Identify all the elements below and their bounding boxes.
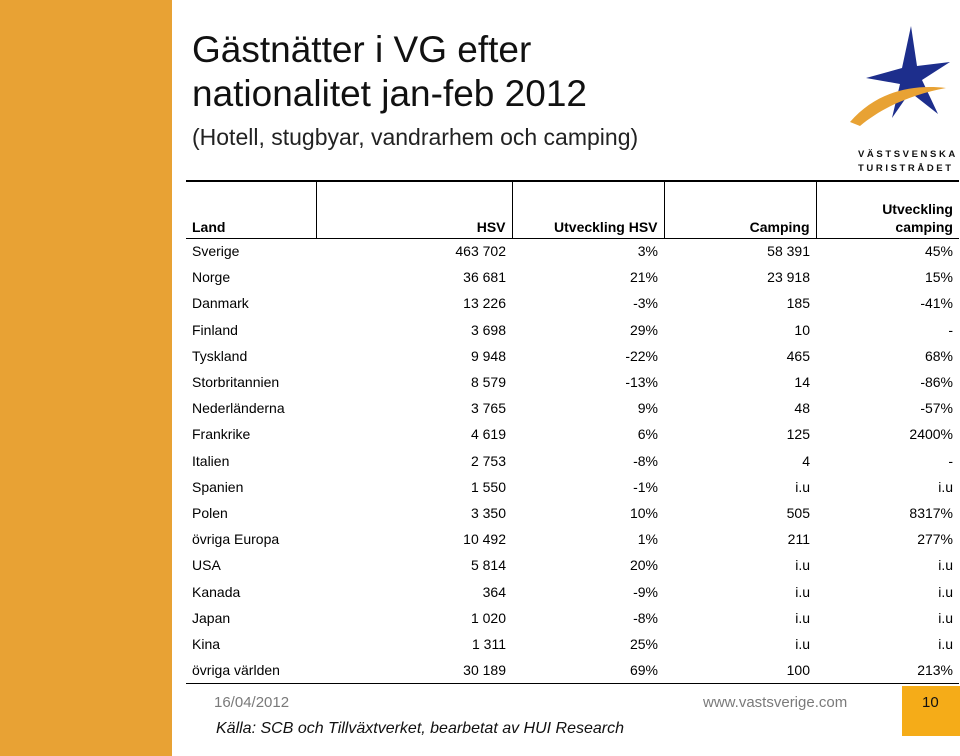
page-number: 10	[922, 694, 939, 711]
table-row	[186, 238, 959, 264]
cell-utveckling-camping: 68%	[924, 347, 953, 364]
table-row	[186, 369, 959, 395]
cell-camping: 23 918	[767, 269, 810, 286]
cell-hsv: 30 189	[316, 657, 512, 683]
footer-source: Källa: SCB och Tillväxtverket, bearbetat av HUI Research	[216, 720, 625, 737]
cell-land: USA	[192, 557, 221, 574]
cell-land: Spanien	[192, 478, 244, 495]
cell-utveckling-camping: -41%	[920, 295, 953, 312]
cell-camping: 505	[786, 504, 810, 521]
cell-utveckling-hsv: 25%	[629, 635, 658, 652]
cell-hsv: 10 492	[463, 531, 506, 548]
cell-hsv: 1 550	[470, 478, 506, 495]
table-row	[186, 395, 959, 421]
cell-utveckling-camping: 277%	[917, 531, 953, 548]
cell-camping: 125	[786, 426, 810, 443]
cell-utveckling-camping: i.u	[938, 609, 953, 626]
cell-land: Finland	[192, 321, 238, 338]
cell-land: Storbritannien	[192, 374, 280, 391]
cell-land: Danmark	[192, 295, 249, 312]
footer-url: www.vastsverige.com	[703, 694, 848, 711]
cell-utveckling-hsv: -8%	[633, 452, 658, 469]
table-header-row	[186, 181, 959, 238]
cell-camping: i.u	[795, 478, 810, 495]
cell-land: Frankrike	[192, 426, 251, 443]
cell-utveckling-camping: 2400%	[909, 426, 953, 443]
cell-land: Nederländerna	[192, 400, 285, 417]
cell-utveckling-hsv: 6%	[637, 426, 658, 443]
footer-date: 16/04/2012	[214, 694, 290, 711]
column-header-utveckling-camping: Utveckling camping	[816, 181, 959, 238]
cell-land: Polen	[192, 504, 228, 521]
cell-utveckling-hsv: -13%	[625, 374, 658, 391]
cell-camping: i.u	[795, 583, 810, 600]
cell-land: Sverige	[192, 243, 240, 260]
cell-hsv: 463 702	[455, 243, 506, 260]
cell-utveckling-camping: -57%	[920, 400, 953, 417]
slide-title-line-2: nationalitet jan-feb 2012	[192, 73, 587, 114]
cell-utveckling-hsv: 3%	[637, 243, 658, 260]
table-row	[186, 448, 959, 474]
cell-utveckling-camping: i.u	[938, 478, 953, 495]
cell-utveckling-hsv: 9%	[637, 400, 658, 417]
table-row	[186, 500, 959, 526]
cell-land: Kina	[192, 635, 221, 652]
cell-utveckling-camping: -	[948, 321, 953, 338]
cell-utveckling-camping: 8317%	[909, 504, 953, 521]
cell-utveckling-camping: 15%	[924, 269, 953, 286]
cell-hsv: 2 753	[470, 452, 506, 469]
cell-camping: 4	[802, 452, 810, 469]
table-row	[186, 290, 959, 316]
cell-utveckling-camping: i.u	[938, 557, 953, 574]
cell-utveckling-hsv: -8%	[633, 609, 658, 626]
cell-hsv: 9 948	[470, 347, 506, 364]
cell-utveckling-camping: i.u	[938, 635, 953, 652]
vastsvenska-turistradet-logo	[846, 22, 960, 182]
logo-star-icon	[846, 22, 960, 147]
logo-text-line-1: VÄSTSVENSKA	[858, 149, 958, 160]
table-row	[186, 343, 959, 369]
cell-camping: 10	[794, 321, 810, 338]
cell-hsv: 1 020	[470, 609, 506, 626]
slide-subtitle: (Hotell, stugbyar, vandrarhem och camping)	[192, 124, 639, 150]
cell-hsv: 4 619	[470, 426, 506, 443]
slide-title-block	[192, 28, 832, 152]
cell-hsv: 3 765	[470, 400, 506, 417]
cell-camping: 48	[794, 400, 810, 417]
cell-utveckling-camping: 45%	[924, 243, 953, 260]
cell-camping: 100	[664, 657, 816, 683]
cell-hsv: 1 311	[472, 635, 506, 652]
cell-hsv: 3 350	[470, 504, 506, 521]
cell-hsv: 13 226	[463, 295, 506, 312]
table-row	[186, 552, 959, 578]
cell-utveckling-hsv: 1%	[637, 531, 658, 548]
cell-utveckling-hsv: 10%	[629, 504, 658, 521]
table-row	[186, 657, 959, 683]
table-row	[186, 474, 959, 500]
cell-camping: i.u	[795, 635, 810, 652]
cell-utveckling-hsv: 21%	[629, 269, 658, 286]
cell-utveckling-hsv: 20%	[629, 557, 658, 574]
cell-utveckling-hsv: 69%	[512, 657, 664, 683]
cell-utveckling-hsv: -3%	[633, 295, 658, 312]
cell-hsv: 8 579	[470, 374, 506, 391]
cell-land: Norge	[192, 269, 231, 286]
cell-utveckling-hsv: -1%	[633, 478, 658, 495]
cell-land: övriga Europa	[192, 531, 280, 548]
cell-utveckling-hsv: -22%	[625, 347, 658, 364]
column-header-utveckling-hsv: Utveckling HSV	[512, 181, 664, 238]
cell-camping: 14	[794, 374, 810, 391]
table-row	[186, 631, 959, 657]
cell-camping: i.u	[795, 609, 810, 626]
cell-utveckling-camping: -	[948, 452, 953, 469]
table-row	[186, 605, 959, 631]
logo-text-line-2: TURISTRÅDET	[858, 163, 954, 174]
table-row	[186, 264, 959, 290]
column-header-camping: Camping	[664, 181, 816, 238]
cell-utveckling-camping: i.u	[938, 583, 953, 600]
table-row	[186, 526, 959, 552]
cell-camping: 185	[786, 295, 810, 312]
cell-hsv: 3 698	[470, 321, 506, 338]
cell-camping: 58 391	[767, 243, 810, 260]
cell-utveckling-hsv: 29%	[629, 321, 658, 338]
cell-camping: 465	[786, 347, 810, 364]
cell-camping: i.u	[795, 557, 810, 574]
table-row	[186, 317, 959, 343]
cell-land: Tyskland	[192, 347, 248, 364]
column-header-hsv: HSV	[316, 181, 512, 238]
column-header-land: Land	[186, 181, 316, 238]
cell-utveckling-camping: 213%	[816, 657, 959, 683]
cell-land: övriga världen	[186, 657, 316, 683]
left-accent-bar	[0, 0, 172, 756]
cell-land: Italien	[192, 452, 230, 469]
table-row	[186, 421, 959, 447]
guest-nights-table	[186, 180, 959, 684]
table-row	[186, 578, 959, 604]
cell-utveckling-camping: -86%	[920, 374, 953, 391]
cell-land: Japan	[192, 609, 231, 626]
cell-hsv: 364	[482, 583, 506, 600]
slide-title-line-1: Gästnätter i VG efter	[192, 29, 532, 70]
cell-hsv: 5 814	[470, 557, 506, 574]
cell-land: Kanada	[192, 583, 241, 600]
cell-utveckling-hsv: -9%	[633, 583, 658, 600]
cell-hsv: 36 681	[463, 269, 506, 286]
cell-camping: 211	[787, 531, 810, 548]
